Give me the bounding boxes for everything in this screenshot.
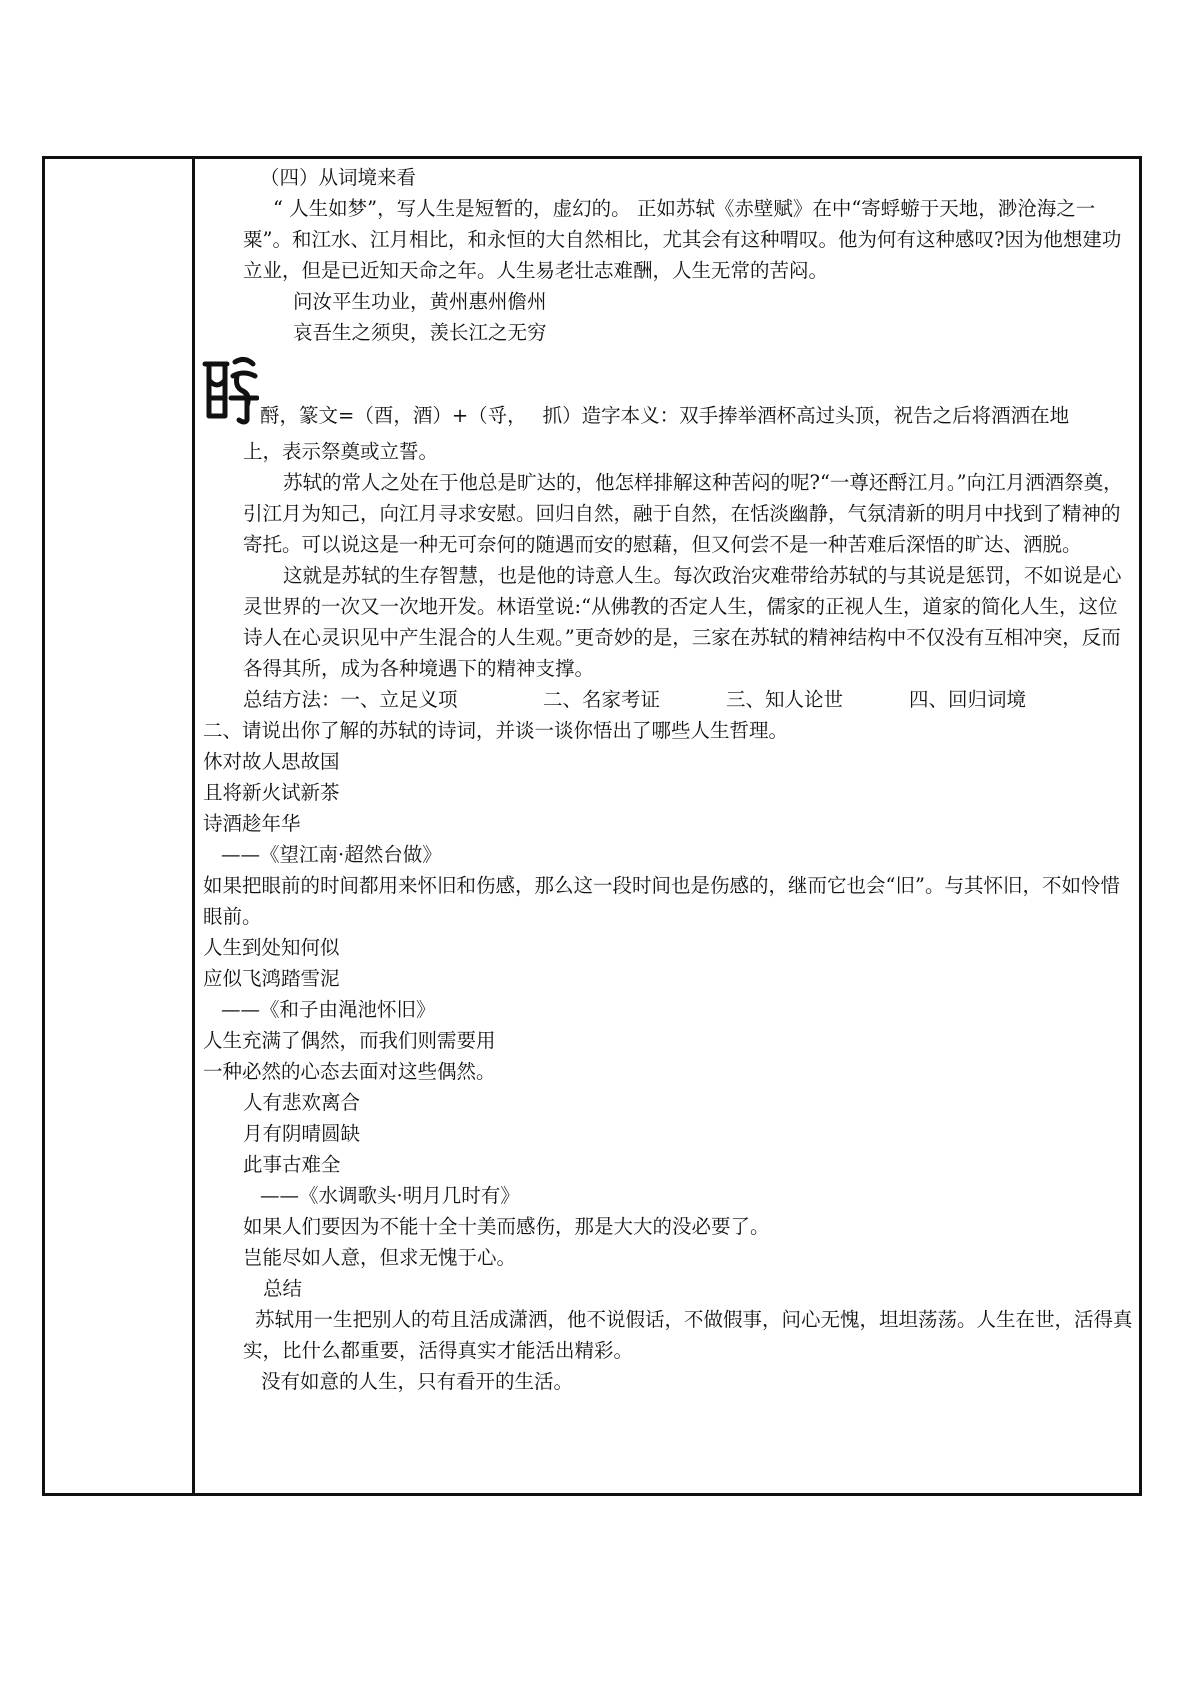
paragraph: “ 人生如梦”，写人生是短暂的，虚幻的。 正如苏轼《赤壁赋》在中“寄蜉蝣于天地，渺沧海之一粟”。和江水、江月相比，和永恒的大自然相比，尤其会有这种喟叹。他为何有这种感叹?因为他想建功立业，但是已近知天命之年。人生易老壮志难酬，人生无常的苦闷。 bbox=[243, 197, 1122, 282]
question-heading: 二、请说出你了解的苏轼的诗词，并谈一谈你悟出了哪些人生哲理。 bbox=[203, 719, 789, 742]
comment: 如果把眼前的时间都用来怀旧和伤感，那么这一段时间也是伤感的，继而它也会“旧”。与其怀旧，不如怜惜眼前。 bbox=[203, 874, 1120, 928]
method-item: 四、回归词境 bbox=[909, 688, 1027, 711]
comment: 人生充满了偶然，而我们则需要用 bbox=[203, 1029, 496, 1052]
poem-line: 休对故人思故国 bbox=[203, 750, 340, 773]
method-item: 总结方法：一、立足义项 bbox=[243, 688, 458, 711]
poem-line: 应似飞鸿踏雪泥 bbox=[203, 967, 340, 990]
glyph-explanation-cont: 上，表示祭奠或立誓。 bbox=[243, 440, 439, 463]
poem-line: 人有悲欢离合 bbox=[243, 1091, 361, 1114]
summary-methods bbox=[203, 684, 1133, 715]
glyph-explanation: 酹，篆文=（酉，酒）+（寽， 抓）造字本义：双手捧举酒杯高过头顶，祝告之后将酒洒在地 bbox=[260, 404, 1070, 427]
poem-line: 此事古难全 bbox=[243, 1153, 341, 1176]
method-item: 二、名家考证 bbox=[543, 688, 661, 711]
comment: 一种必然的心态去面对这些偶然。 bbox=[203, 1060, 496, 1083]
closing-line: 没有如意的人生，只有看开的生活。 bbox=[261, 1370, 574, 1393]
poem-line: 人生到处知何似 bbox=[203, 936, 340, 959]
poem-line: 且将新火试新茶 bbox=[203, 781, 340, 804]
comment: 岂能尽如人意，但求无愧于心。 bbox=[243, 1246, 517, 1269]
column-divider bbox=[192, 156, 195, 1496]
summary-label: 总结 bbox=[263, 1277, 303, 1300]
poem-line: 诗酒趁年华 bbox=[203, 812, 301, 835]
paragraph: 苏轼的常人之处在于他总是旷达的，他怎样排解这种苦闷的呢?“一尊还酹江月。”向江月洒酒祭奠，引江月为知己，向江月寻求安慰。回归自然，融于自然，在恬淡幽静，气氛清新的明月中找到了精神的寄托。可以说这是一种无可奈何的随遇而安的慰藉，但又何尝不是一种苦难后深悟的旷达、洒脱。 bbox=[243, 471, 1123, 556]
seal-glyph-row bbox=[203, 356, 1133, 436]
comment: 如果人们要因为不能十全十美而感伤，那是大大的没必要了。 bbox=[243, 1215, 770, 1238]
section-heading: （四）从词境来看 bbox=[260, 166, 417, 189]
seal-script-character-icon bbox=[201, 354, 259, 426]
quote-line: 哀吾生之须臾，羡长江之无穷 bbox=[293, 321, 547, 344]
poem-line: 月有阴晴圆缺 bbox=[243, 1122, 361, 1145]
poem-source: ——《望江南·超然台做》 bbox=[221, 843, 442, 866]
paragraph: 这就是苏轼的生存智慧，也是他的诗意人生。每次政治灾难带给苏轼的与其说是惩罚，不如说是心灵世界的一次又一次地开发。林语堂说:“从佛教的否定人生，儒家的正视人生，道家的简化人生，这位诗人在心灵识见中产生混合的人生观。”更奇妙的是，三家在苏轼的精神结构中不仅没有互相冲突，反而各得其所，成为各种境遇下的精神支撑。 bbox=[243, 564, 1122, 680]
poem-source: ——《和子由渑池怀旧》 bbox=[221, 998, 436, 1021]
lesson-content bbox=[203, 162, 1133, 1397]
method-item: 三、知人论世 bbox=[726, 688, 844, 711]
quote-line: 问汝平生功业，黄州惠州儋州 bbox=[293, 290, 547, 313]
summary-paragraph: 苏轼用一生把别人的苟且活成潇洒，他不说假话，不做假事，问心无愧，坦坦荡荡。人生在世，活得真实，比什么都重要，活得真实才能活出精彩。 bbox=[243, 1308, 1133, 1362]
poem-source: ——《水调歌头·明月几时有》 bbox=[260, 1184, 520, 1207]
